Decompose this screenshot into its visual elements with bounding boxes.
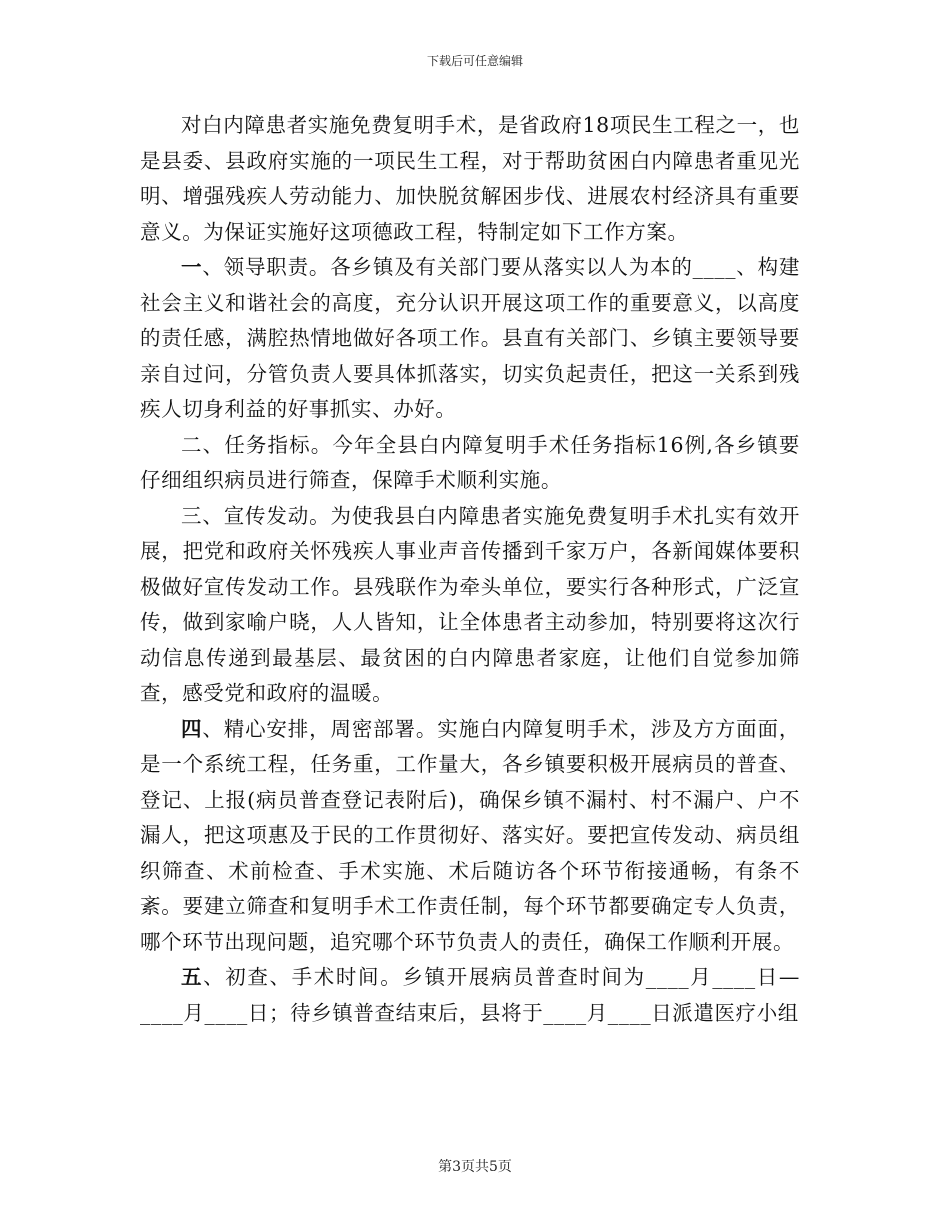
paragraph-section-5 <box>140 960 800 1031</box>
paragraph-section-1 <box>140 250 800 428</box>
paragraph-text: 、精心安排，周密部署。实施白内障复明手术，涉及方方面面，是一个系统工程，任务重，工作量大，各乡镇要积极开展病员的普查、登记、上报(病员普查登记表附后)，确保乡镇不漏村、村不漏户、户不漏人，把这项惠及于民的工作贯彻好、落实好。要把宣传发动、病员组织筛查、术前检查、手术实施、术后随访各个环节衔接通畅，有条不紊。要建立筛查和复明手术工作责任制，每个环节都要确定专人负责，哪个环节出现问题，追究哪个环节负责人的责任，确保工作顺利开展。 <box>140 716 800 954</box>
paragraph-section-4 <box>140 712 800 961</box>
header-note: 下载后可任意编辑 <box>426 54 523 68</box>
paragraph-text: 三、宣传发动。为使我县白内障患者实施免费复明手术扎实有效开展，把党和政府关怀残疾人事业声音传播到千家万户，各新闻媒体要积极做好宣传发动工作。县残联作为牵头单位，要实行各种形式，广泛宣传，做到家喻户晓，人人皆知，让全体患者主动参加，特别要将这次行动信息传递到最基层、最贫困的白内障患者家庭，让他们自觉参加筛查，感受党和政府的温暖。 <box>140 503 800 705</box>
paragraph-text: 、初查、手术时间。乡镇开展病员普查时间为____月____日—____月____日；待乡镇普查结束后，县将于____月____日派遣医疗小组 <box>140 965 800 1025</box>
paragraph-lead: 五 <box>181 965 204 989</box>
document-body <box>140 108 800 1031</box>
paragraph-text: 对白内障患者实施免费复明手术，是省政府18项民生工程之一，也是县委、县政府实施的一项民生工程，对于帮助贫困白内障患者重见光明、增强残疾人劳动能力、加快脱贫解困步伐、进展农村经济具有重要意义。为保证实施好这项德政工程，特制定如下工作方案。 <box>140 113 800 244</box>
paragraph-lead: 一 <box>181 255 203 279</box>
paragraph-text: 二、任务指标。今年全县白内障复明手术任务指标16例,各乡镇要仔细组织病员进行筛查，保障手术顺利实施。 <box>140 432 800 492</box>
paragraph-intro <box>140 108 800 250</box>
paragraph-text: 、领导职责。各乡镇及有关部门要从落实以人为本的____、构建社会主义和谐社会的高度，充分认识开展这项工作的重要意义，以高度的责任感，满腔热情地做好各项工作。县直有关部门、乡镇主要领导要亲自过问，分管负责人要具体抓落实，切实负起责任，把这一关系到残疾人切身利益的好事抓实、办好。 <box>140 255 800 421</box>
page-number: 第3页共5页 <box>438 1159 512 1175</box>
paragraph-section-3 <box>140 499 800 712</box>
paragraph-lead: 四 <box>181 716 203 741</box>
paragraph-section-2 <box>140 428 800 499</box>
